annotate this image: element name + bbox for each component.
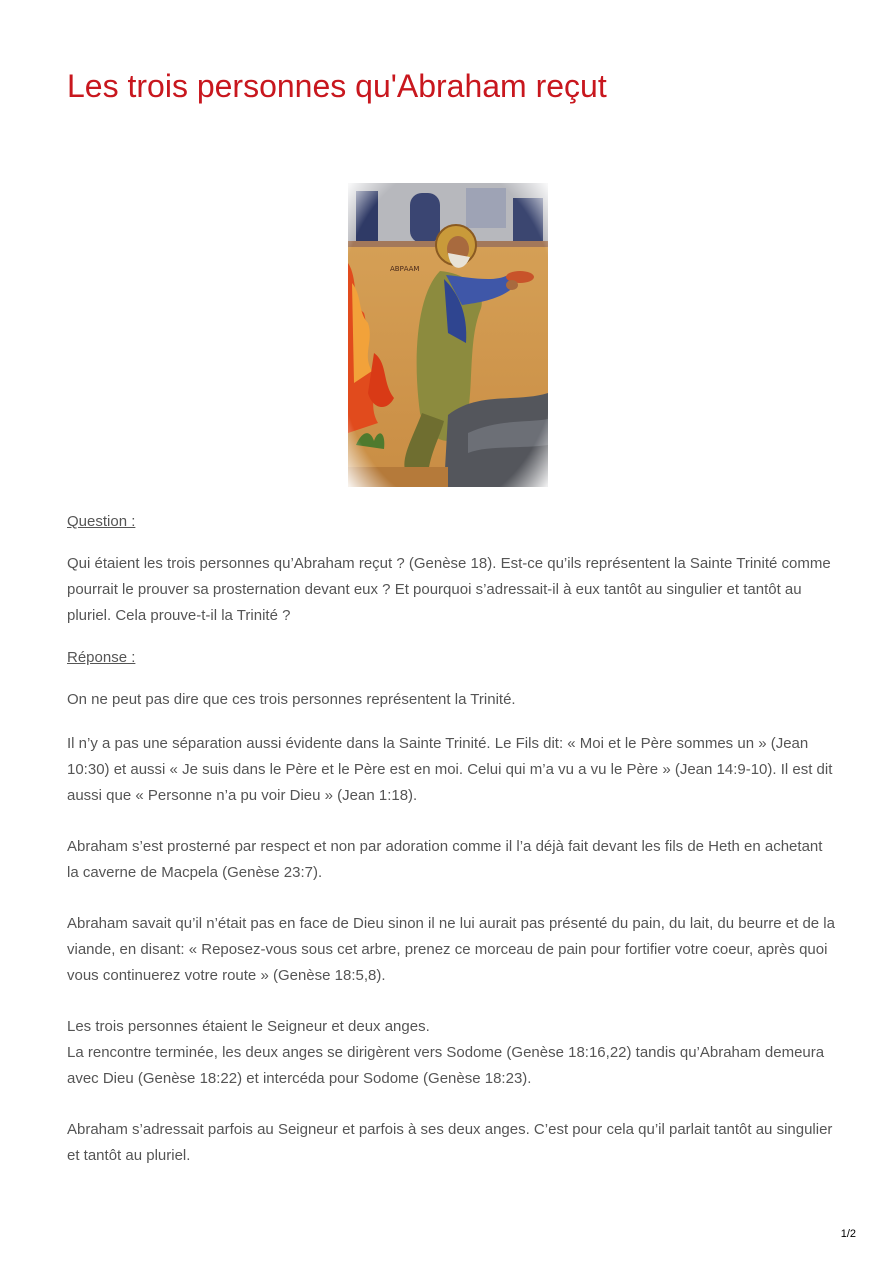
answer-paragraph: Abraham savait qu’il n’était pas en face de Dieu sinon il ne lui aurait pas présenté du pain, du lait, du beurre et de la viande, en disant: « Reposez-vous sous cet arbre, prenez ce morceau de pain pour fortifier votre coeur, après quoi vous continuerez votre route » (Genèse 18:5,8). xyxy=(67,915,835,984)
abraham-icon-painting xyxy=(348,183,548,487)
page-number: 1/2 xyxy=(840,1228,856,1240)
answer-paragraph: Abraham s’adressait parfois au Seigneur et parfois à ses deux anges. C’est pour cela qu’il parlait tantôt au singulier et tantôt au pluriel. xyxy=(67,1121,833,1164)
page-title: Les trois personnes qu'Abraham reçut xyxy=(67,68,607,104)
answer-paragraph: On ne peut pas dire que ces trois personnes représentent la Trinité. xyxy=(67,691,516,708)
question-text: Qui étaient les trois personnes qu’Abraham reçut ? (Genèse 18). Est-ce qu’ils représentent la Sainte Trinité comme pourrait le prouver sa prosternation devant eux ? Et pourquoi s’adressait-il à eux tantôt au singulier et tantôt au pluriel. Cela prouve-t-il la Trinité ? xyxy=(67,555,831,624)
answer-paragraph: Il n’y a pas une séparation aussi évidente dans la Sainte Trinité. Le Fils dit: « Moi et le Père sommes un » (Jean 10:30) et aussi « Je suis dans le Père et le Père est en moi. Celui qui m’a vu a vu le Père » (Jean 14:9-10). Il est dit aussi que « Personne n’a pu voir Dieu » (Jean 1:18). xyxy=(67,735,833,804)
answer-paragraph: Les trois personnes étaient le Seigneur et deux anges. xyxy=(67,1018,430,1035)
answer-paragraph: Abraham s’est prosterné par respect et non par adoration comme il l’a déjà fait devant les fils de Heth en achetant la caverne de Macpela (Genèse 23:7). xyxy=(67,838,823,881)
answer-paragraph: La rencontre terminée, les deux anges se dirigèrent vers Sodome (Genèse 18:16,22) tandis qu’Abraham demeura avec Dieu (Genèse 18:22) et intercéda pour Sodome (Genèse 18:23). xyxy=(67,1044,825,1087)
article-body xyxy=(67,509,837,1169)
answer-label: Réponse : xyxy=(67,649,136,666)
question-label: Question : xyxy=(67,513,136,530)
